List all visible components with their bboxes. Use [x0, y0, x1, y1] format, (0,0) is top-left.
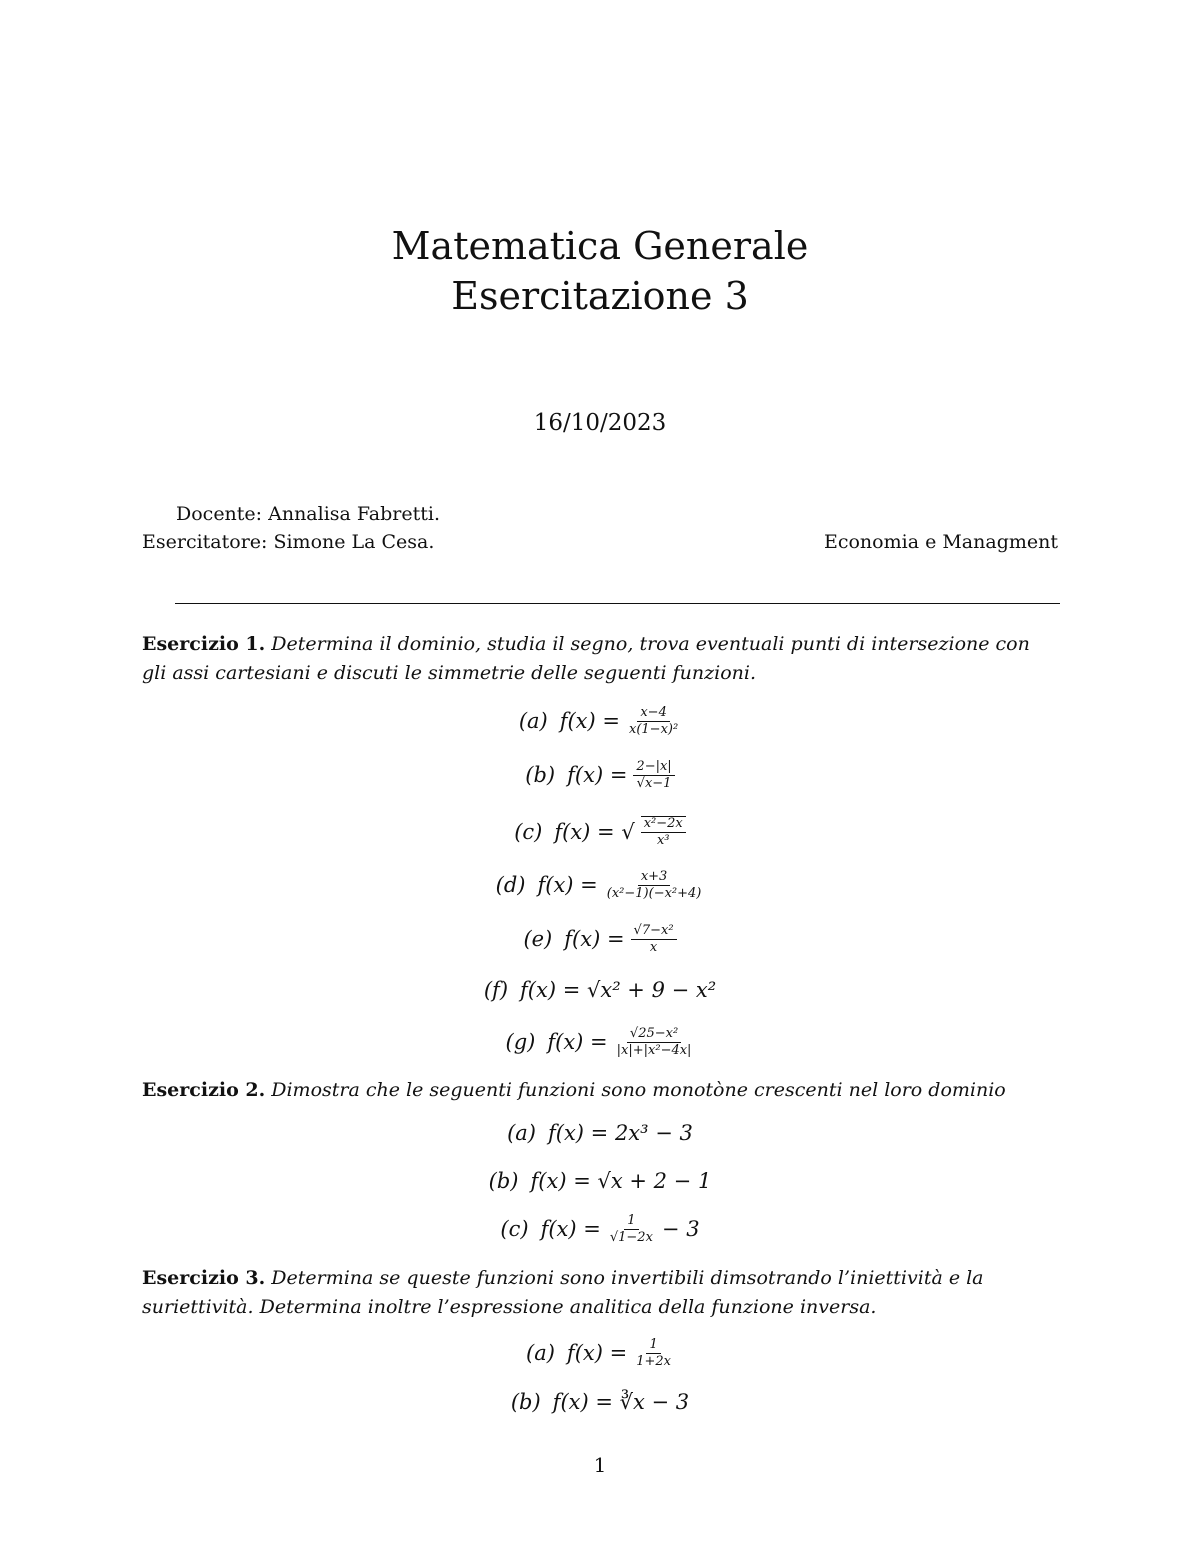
formula-item	[0, 706, 1200, 736]
exercise-text: Dimostra che le seguenti funzioni sono monotòne crescenti nel loro dominio	[271, 1079, 1006, 1101]
formula-lhs: f(x) = 2x³ − 3	[548, 1121, 693, 1145]
fraction	[604, 870, 705, 900]
denominator: (x²−1)(−x²+4)	[606, 885, 702, 901]
formula-item	[0, 1338, 1200, 1368]
exercise-heading: Esercizio 2.	[142, 1079, 266, 1101]
item-label: (a)	[518, 709, 548, 734]
exercise-1-statement	[142, 630, 1060, 688]
denominator: √1−2x	[609, 1229, 653, 1245]
denominator: |x|+|x²−4x|	[616, 1042, 692, 1058]
numerator: 1	[624, 1214, 638, 1230]
denominator: x(1−x)²	[629, 721, 679, 737]
item-label: (a)	[507, 1121, 536, 1145]
item-label: (b)	[488, 1169, 519, 1193]
item-label: (d)	[495, 873, 526, 898]
exercise-text: Determina se queste funzioni sono invertibili dimsotrando l’iniettività e la suriettività. Determina inoltre l’espressione analitica della funzione inversa.	[142, 1267, 984, 1318]
numerator: x²−2x	[641, 817, 686, 833]
exercise-heading: Esercizio 3.	[142, 1267, 266, 1289]
formula-lhs: f(x) = √x + 2 − 1	[530, 1169, 712, 1193]
exercise-3-statement	[142, 1264, 1060, 1322]
fraction	[631, 924, 677, 954]
denominator: x	[649, 939, 658, 955]
numerator: x−4	[637, 706, 670, 722]
denominator: √x−1	[636, 775, 672, 791]
fraction	[607, 1214, 656, 1244]
document-title: Matematica Generale	[391, 224, 809, 268]
document-subtitle: Esercitazione 3	[451, 274, 749, 318]
item-label: (c)	[500, 1217, 529, 1242]
denominator: 1+2x	[636, 1353, 671, 1369]
item-label: (f)	[483, 978, 509, 1002]
fraction	[626, 706, 681, 736]
formula-lhs: f(x) = √x² + 9 − x²	[520, 978, 717, 1002]
exercise-text: Determina il dominio, studia il segno, trova eventuali punti di intersezione con gli assi cartesiani e discuti le simmetrie delle seguenti funzioni.	[142, 633, 1030, 684]
course-name: Economia e Managment	[823, 531, 1058, 553]
numerator: √7−x²	[631, 924, 677, 940]
item-label: (b)	[525, 763, 556, 788]
fraction	[633, 760, 674, 790]
formula-lhs: f(x) =	[566, 1341, 628, 1366]
fraction	[633, 1338, 674, 1368]
formula-lhs: f(x) =	[537, 873, 598, 898]
formula-lhs: f(x) =	[547, 1030, 608, 1055]
item-label: (e)	[523, 927, 553, 952]
page-number: 1	[593, 1453, 607, 1477]
fraction	[641, 816, 686, 847]
docente-line: Docente: Annalisa Fabretti.	[176, 503, 441, 525]
document-date: 16/10/2023	[533, 410, 667, 436]
item-label: (g)	[505, 1030, 536, 1055]
formula-lhs: f(x) = ∛x − 3	[552, 1390, 690, 1414]
formula-lhs: f(x) =	[564, 927, 625, 952]
item-label: (c)	[514, 819, 543, 844]
numerator: √25−x²	[627, 1027, 681, 1043]
formula-lhs: f(x) =	[559, 709, 620, 734]
numerator: 1	[646, 1338, 660, 1354]
formula-item	[0, 816, 1200, 847]
item-label: (a)	[526, 1341, 555, 1366]
formula-item	[0, 870, 1200, 900]
esercitatore-line: Esercitatore: Simone La Cesa.	[142, 531, 435, 553]
fraction	[614, 1027, 695, 1057]
formula-item	[0, 924, 1200, 954]
formula-item	[0, 1214, 1200, 1244]
exercise-heading: Esercizio 1.	[142, 633, 266, 655]
denominator: x³	[656, 832, 670, 848]
formula-lhs: f(x) = √	[554, 819, 635, 844]
item-label: (b)	[510, 1390, 541, 1414]
formula-item	[0, 1027, 1200, 1057]
formula-rhs: − 3	[661, 1217, 700, 1242]
formula-lhs: f(x) =	[540, 1217, 601, 1242]
horizontal-divider	[175, 603, 1060, 604]
formula-item	[0, 1121, 1200, 1145]
formula-item	[0, 760, 1200, 790]
formula-item	[0, 978, 1200, 1002]
numerator: x+3	[638, 870, 671, 886]
formula-item	[0, 1390, 1200, 1414]
formula-item	[0, 1169, 1200, 1193]
exercise-2-statement	[142, 1076, 1060, 1105]
formula-lhs: f(x) =	[567, 763, 628, 788]
numerator: 2−|x|	[633, 760, 674, 776]
